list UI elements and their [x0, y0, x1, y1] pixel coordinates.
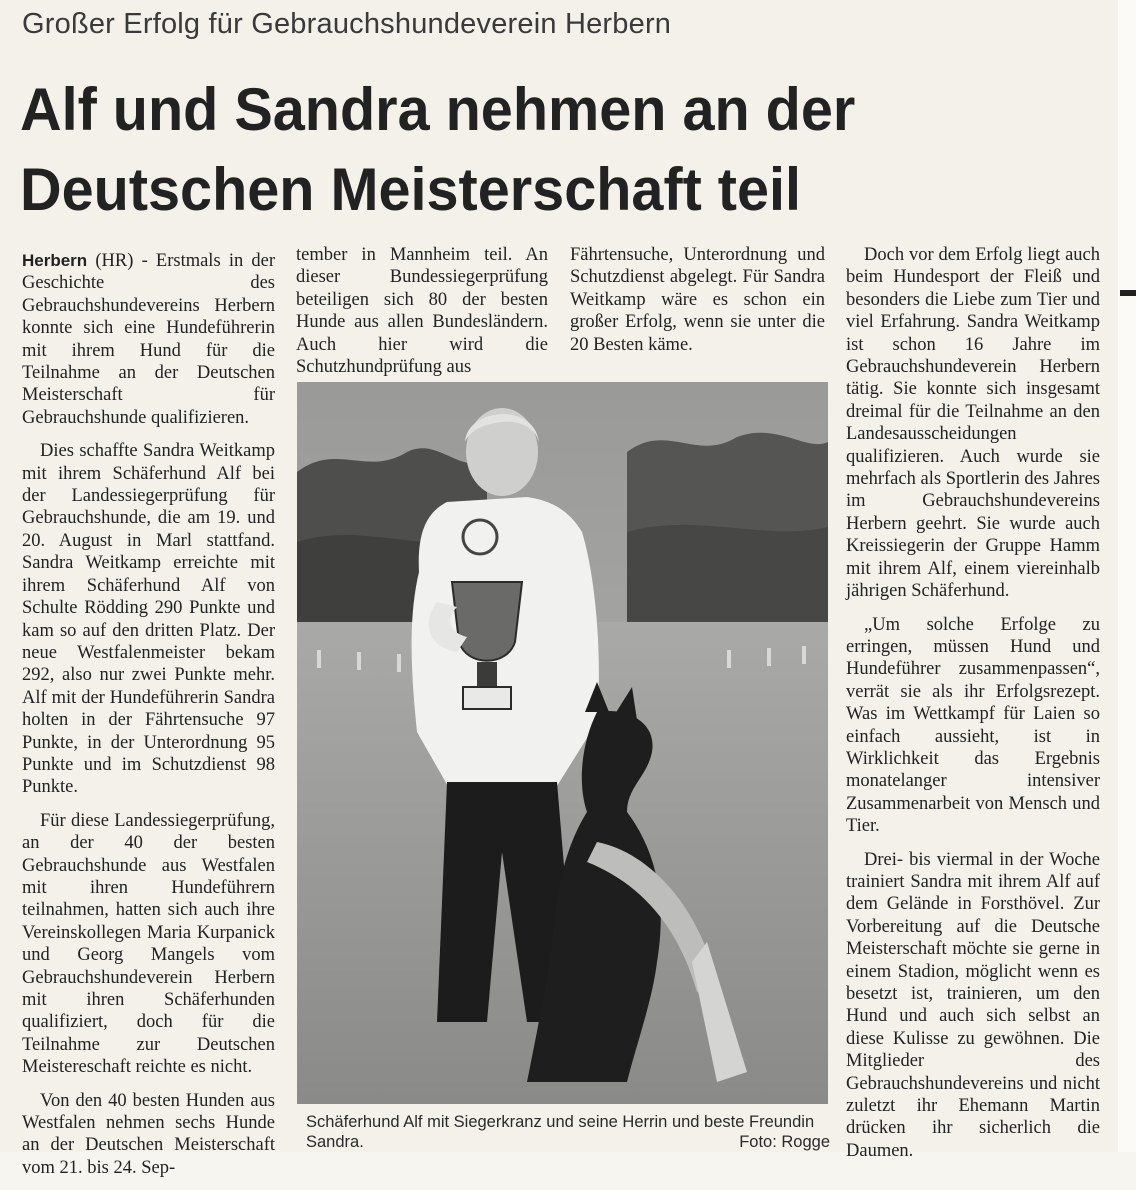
column-4-paragraph-3: Drei- bis viermal in der Woche trainiert Sandra mit ihrem Alf auf dem Gelände in Forsthövel. Zur Vorbereitung auf die Deutsche Meisterschaft möchte sie gerne in einem Stadion, möglicht wenn es besetzt ist, trainieren, um den Hund und auch sich selbst an diese Kulisse zu gewöhnen. Die Mitglieder des Gebrauchshundevereins und nicht zuletzt ihr Ehemann Martin drücken ihr sicherlich die Daumen. [846, 849, 1100, 1161]
lead-text: (HR) - Erstmals in der Geschichte des Gebrauchshundevereins Herbern konnte sich eine Hundeführerin mit ihrem Hund für die Teilnahme an der Deutschen Meisterschaft für Gebrauchshunde qualifizieren. [22, 251, 276, 428]
photo-credit: Foto: Rogge [739, 1133, 830, 1151]
column-2-paragraph-1: tember in Mannheim teil. An dieser Bundessiegerprüfung beteiligen sich 80 der besten Hunde aus allen Bundesländern. Auch hier wird die Schutzhundprüfung aus [296, 245, 548, 378]
headline-line-1: Alf und Sandra nehmen an der [20, 76, 856, 143]
photo-caption [306, 1112, 830, 1152]
edge-mark [1120, 290, 1136, 296]
column-3-paragraph-1: Fährtensuche, Unterordnung und Schutzdienst abgelegt. Für Sandra Weitkamp wäre es schon ein großer Erfolg, wenn sie unter die 20 Besten käme. [570, 245, 825, 355]
photo-illustration [297, 382, 828, 1104]
article-kicker: Großer Erfolg für Gebrauchshundeverein Herbern [22, 8, 672, 40]
article-photo [297, 382, 828, 1104]
article-column-1 [22, 250, 275, 1190]
article-column-2 [296, 244, 548, 389]
column-4-paragraph-2: „Um solche Erfolge zu erringen, müssen Hund und Hundeführer zusammenpassen“, verrät sie als ihr Erfolgsrezept. Was im Wettkampf für Laien so einfach aussieht, ist in Wirklichkeit das Ergebnis monatelanger intensiver Zusammenarbeit von Mensch und Tier. [846, 614, 1100, 837]
scan-edge [1118, 0, 1136, 1152]
article-column-3 [570, 244, 825, 367]
article-column-4 [846, 244, 1100, 1173]
column-1-paragraph-4: Von den 40 besten Hunden aus Westfalen nehmen sechs Hunde an der Deutschen Meisterschaft vom 21. bis 24. Sep- [22, 1090, 275, 1178]
column-1-paragraph-1 [22, 250, 275, 429]
article-headline [20, 70, 1066, 230]
column-4-paragraph-1: Doch vor dem Erfolg liegt auch beim Hundesport der Fleiß und besonders die Liebe zum Tier und viel Erfahrung. Sandra Weitkamp ist schon 16 Jahre im Gebrauchshundeverein Herbern tätig. Sie konnte sich insgesamt dreimal für die Teilnahme an den Landesausscheidungen qualifizieren. Auch wurde sie mehrfach als Sportlerin des Jahres im Gebrauchshundevereins Herbern geehrt. Sie wurde auch Kreissiegerin der Gruppe Hamm mit ihrem Alf, einem viereinhalb jährigen Schäferhund. [846, 245, 1100, 602]
column-1-paragraph-2: Dies schaffte Sandra Weitkamp mit ihrem Schäferhund Alf bei der Landessiegerprüfung für Gebrauchshunde, die am 19. und 20. August in Marl stattfand. Sandra Weitkamp erreichte mit ihrem Schäferhund Alf von Schulte Rödding 290 Punkte und kam so auf den dritten Platz. Der neue Westfalenmeister bekam 292, also nur zwei Punkte mehr. Alf mit der Hundeführerin Sandra holten in der Fährtensuche 97 Punkte, in der Unterordnung 95 Punkte und im Schutzdienst 98 Punkte. [22, 441, 275, 798]
caption-text: Schäferhund Alf mit Siegerkranz und seine Herrin und beste Freundin Sandra. [306, 1113, 815, 1151]
dateline: Herbern [22, 251, 88, 270]
column-1-paragraph-3: Für diese Landessiegerprüfung, an der 40 der besten Gebrauchshunde aus Westfalen mit ihren Hundeführern teilnahmen, hatten sich auch ihre Vereinskollegen Maria Kurpanick und Georg Mangels vom Gebrauchshundeverein Herbern mit ihren Schäferhunden qualifiziert, doch für die Teilnahme zur Deutschen Meistereschaft reichte es nicht. [22, 810, 275, 1078]
headline-line-2: Deutschen Meisterschaft teil [20, 156, 802, 223]
